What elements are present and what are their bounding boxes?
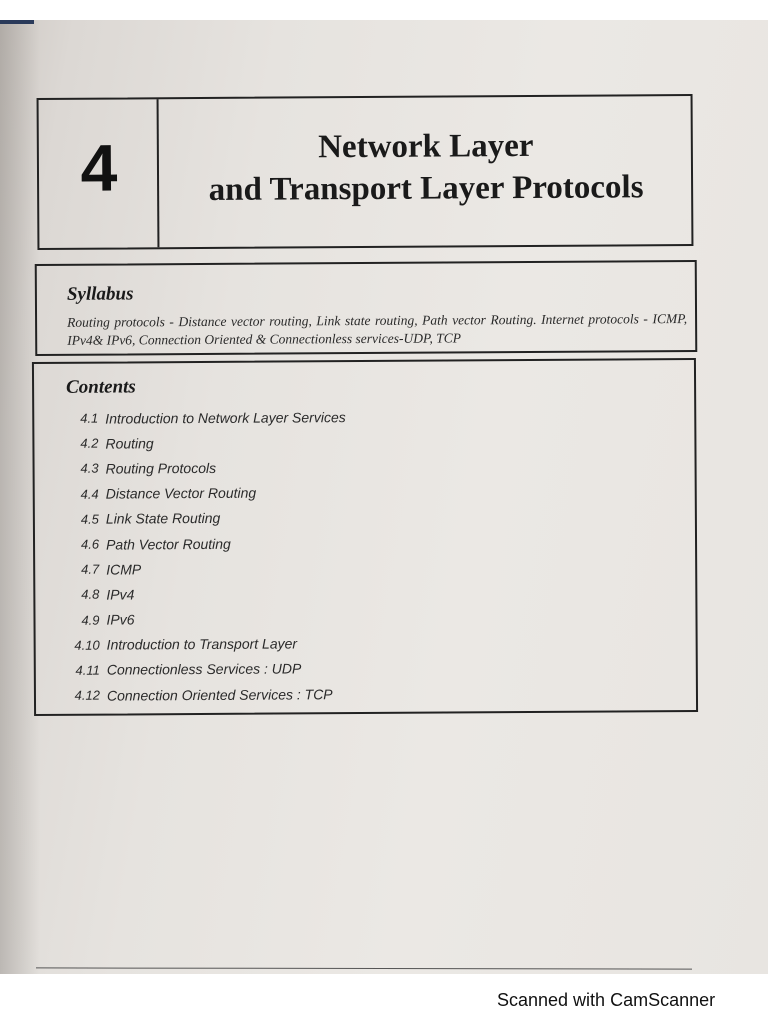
contents-item-label: Connection Oriented Services : TCP	[106, 685, 333, 704]
syllabus-heading: Syllabus	[66, 283, 134, 305]
contents-item-number: 4.10	[74, 637, 100, 653]
contents-item	[63, 606, 347, 633]
contents-item	[63, 580, 347, 607]
chapter-number: 4	[80, 130, 118, 205]
contents-item-number: 4.9	[81, 612, 100, 628]
contents-item	[64, 656, 348, 683]
contents-item-number: 4.4	[80, 486, 99, 502]
scanner-watermark-text: Scanned with CamScanner	[497, 990, 716, 1010]
contents-list	[62, 404, 347, 708]
contents-item-label: Introduction to Network Layer Services	[105, 408, 346, 427]
bottom-rule	[36, 967, 692, 969]
chapter-title	[161, 124, 692, 211]
contents-item-number: 4.3	[80, 461, 99, 477]
page-corner-mark	[0, 20, 34, 24]
contents-item-number: 4.7	[81, 561, 100, 577]
contents-item-label: Introduction to Transport Layer	[106, 635, 298, 653]
contents-item-label: Distance Vector Routing	[105, 484, 257, 502]
contents-item	[63, 480, 347, 507]
contents-item	[62, 429, 346, 456]
contents-item-number: 4.6	[80, 536, 100, 552]
contents-item-label: Routing	[105, 435, 154, 452]
contents-item	[63, 530, 347, 557]
contents-heading: Contents	[66, 376, 136, 398]
contents-item-label: Path Vector Routing	[105, 535, 231, 553]
chapter-number-cell	[39, 99, 160, 248]
contents-item-number: 4.11	[75, 662, 100, 678]
contents-item-label: Connectionless Services : UDP	[106, 660, 302, 679]
contents-item	[62, 404, 346, 431]
contents-item	[63, 555, 347, 582]
chapter-header-box	[37, 94, 694, 250]
contents-item	[64, 681, 348, 708]
contents-item-number: 4.5	[80, 511, 99, 527]
chapter-title-line-1: Network Layer	[318, 127, 534, 166]
contents-item-label: ICMP	[106, 561, 142, 578]
contents-item-number: 4.8	[81, 587, 100, 603]
chapter-title-line-2: and Transport Layer Protocols	[208, 169, 644, 208]
contents-box	[32, 358, 698, 716]
contents-item-label: IPv4	[106, 586, 135, 603]
syllabus-box	[35, 260, 698, 356]
contents-item	[64, 631, 348, 658]
contents-item-number: 4.12	[74, 687, 101, 703]
contents-item-label: IPv6	[106, 611, 135, 628]
contents-item-label: Link State Routing	[105, 510, 221, 527]
contents-item-number: 4.2	[80, 435, 99, 452]
contents-item-number: 4.1	[80, 410, 99, 426]
contents-item-label: Routing Protocols	[105, 459, 217, 477]
contents-item	[63, 505, 347, 532]
scanned-page	[0, 20, 768, 974]
contents-item	[63, 454, 347, 481]
syllabus-text: Routing protocols - Distance vector routing, Link state routing, Path vector Routing. Internet protocols - ICMP, IPv4& IPv6, Connection Oriented & Connectionless services-UDP, TCP	[67, 311, 688, 348]
